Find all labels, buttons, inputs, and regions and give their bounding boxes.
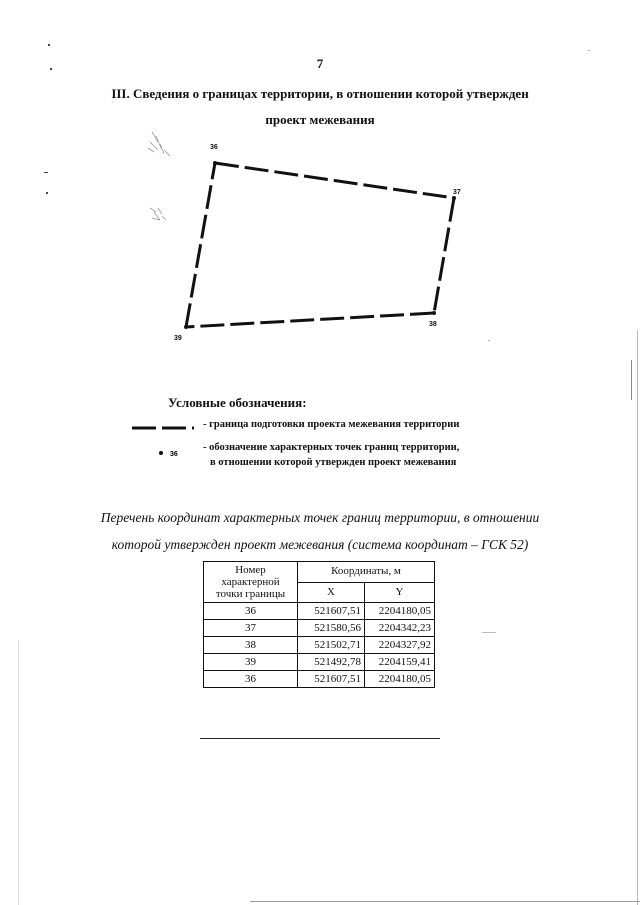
coords-caption-line-1: Перечень координат характерных точек границ территории, в отношении — [100, 510, 540, 525]
page-number: 7 — [316, 56, 324, 71]
legend-point-text-line-2: в отношении которой утвержден проект межевания — [210, 457, 457, 468]
cell-y: 2204180,05 — [365, 671, 435, 688]
boundary-point-37 — [452, 196, 456, 200]
cell-y: 2204180,05 — [365, 603, 435, 620]
stamp-trace — [148, 132, 170, 220]
scan-speck — [48, 44, 50, 46]
coordinates-table — [203, 561, 435, 688]
header-point-number-line-1: Номер — [235, 564, 266, 576]
table-row — [204, 654, 435, 671]
boundary-segment-38-39 — [186, 313, 434, 327]
section-title-line-2: проект межевания — [265, 112, 375, 127]
scan-speck — [482, 632, 496, 633]
boundary-diagram — [140, 130, 500, 355]
table-header-row — [204, 562, 435, 583]
scan-speck — [588, 50, 590, 51]
cell-x: 521502,71 — [298, 637, 365, 654]
bottom-rule — [200, 738, 440, 739]
boundary-point-36 — [213, 161, 217, 165]
cell-x: 521492,78 — [298, 654, 365, 671]
header-y: Y — [365, 582, 435, 603]
cell-y: 2204159,41 — [365, 654, 435, 671]
section-title-line-1: III. Сведения о границах территории, в отношении которой утвержден — [111, 86, 529, 101]
boundary-point-39 — [184, 325, 188, 329]
point-label-37: 37 — [453, 189, 461, 196]
header-point-number-line-2: характерной — [221, 576, 280, 588]
boundary-segment-37-38 — [434, 198, 454, 313]
cell-point: 36 — [204, 671, 298, 688]
scan-edge — [637, 330, 638, 905]
cell-x: 521580,56 — [298, 620, 365, 637]
cell-point: 36 — [204, 603, 298, 620]
table-row — [204, 620, 435, 637]
cell-x: 521607,51 — [298, 603, 365, 620]
cell-point: 37 — [204, 620, 298, 637]
scan-speck — [46, 192, 48, 194]
table-row — [204, 637, 435, 654]
scan-edge — [631, 360, 632, 400]
boundary-point-38 — [432, 311, 436, 315]
table-row — [204, 603, 435, 620]
legend-point-symbol-label: 36 — [170, 451, 178, 457]
scan-edge — [18, 640, 19, 905]
header-x: X — [298, 582, 365, 603]
legend-point-symbol — [158, 449, 184, 457]
boundary-segment-36-37 — [215, 163, 454, 198]
legend-boundary-line-symbol — [132, 425, 194, 431]
legend-boundary-text: - граница подготовки проекта межевания территории — [203, 419, 460, 430]
header-coordinates: Координаты, м — [298, 562, 435, 583]
legend-title: Условные обозначения: — [168, 395, 307, 410]
scan-edge — [250, 901, 640, 902]
header-point-number-line-3: точки границы — [215, 588, 286, 600]
header-point-number — [204, 562, 298, 603]
cell-point: 38 — [204, 637, 298, 654]
cell-point: 39 — [204, 654, 298, 671]
table-row — [204, 671, 435, 688]
scan-speck — [44, 172, 48, 173]
point-label-39: 39 — [174, 335, 182, 342]
legend-point-text-line-1: - обозначение характерных точек границ территории, — [203, 442, 460, 453]
cell-x: 521607,51 — [298, 671, 365, 688]
point-label-38: 38 — [429, 321, 437, 328]
boundary-segment-39-36 — [186, 163, 215, 327]
cell-y: 2204342,23 — [365, 620, 435, 637]
cell-y: 2204327,92 — [365, 637, 435, 654]
point-label-36: 36 — [210, 144, 218, 151]
coords-caption-line-2: которой утвержден проект межевания (система координат – ГСК 52) — [111, 537, 529, 552]
